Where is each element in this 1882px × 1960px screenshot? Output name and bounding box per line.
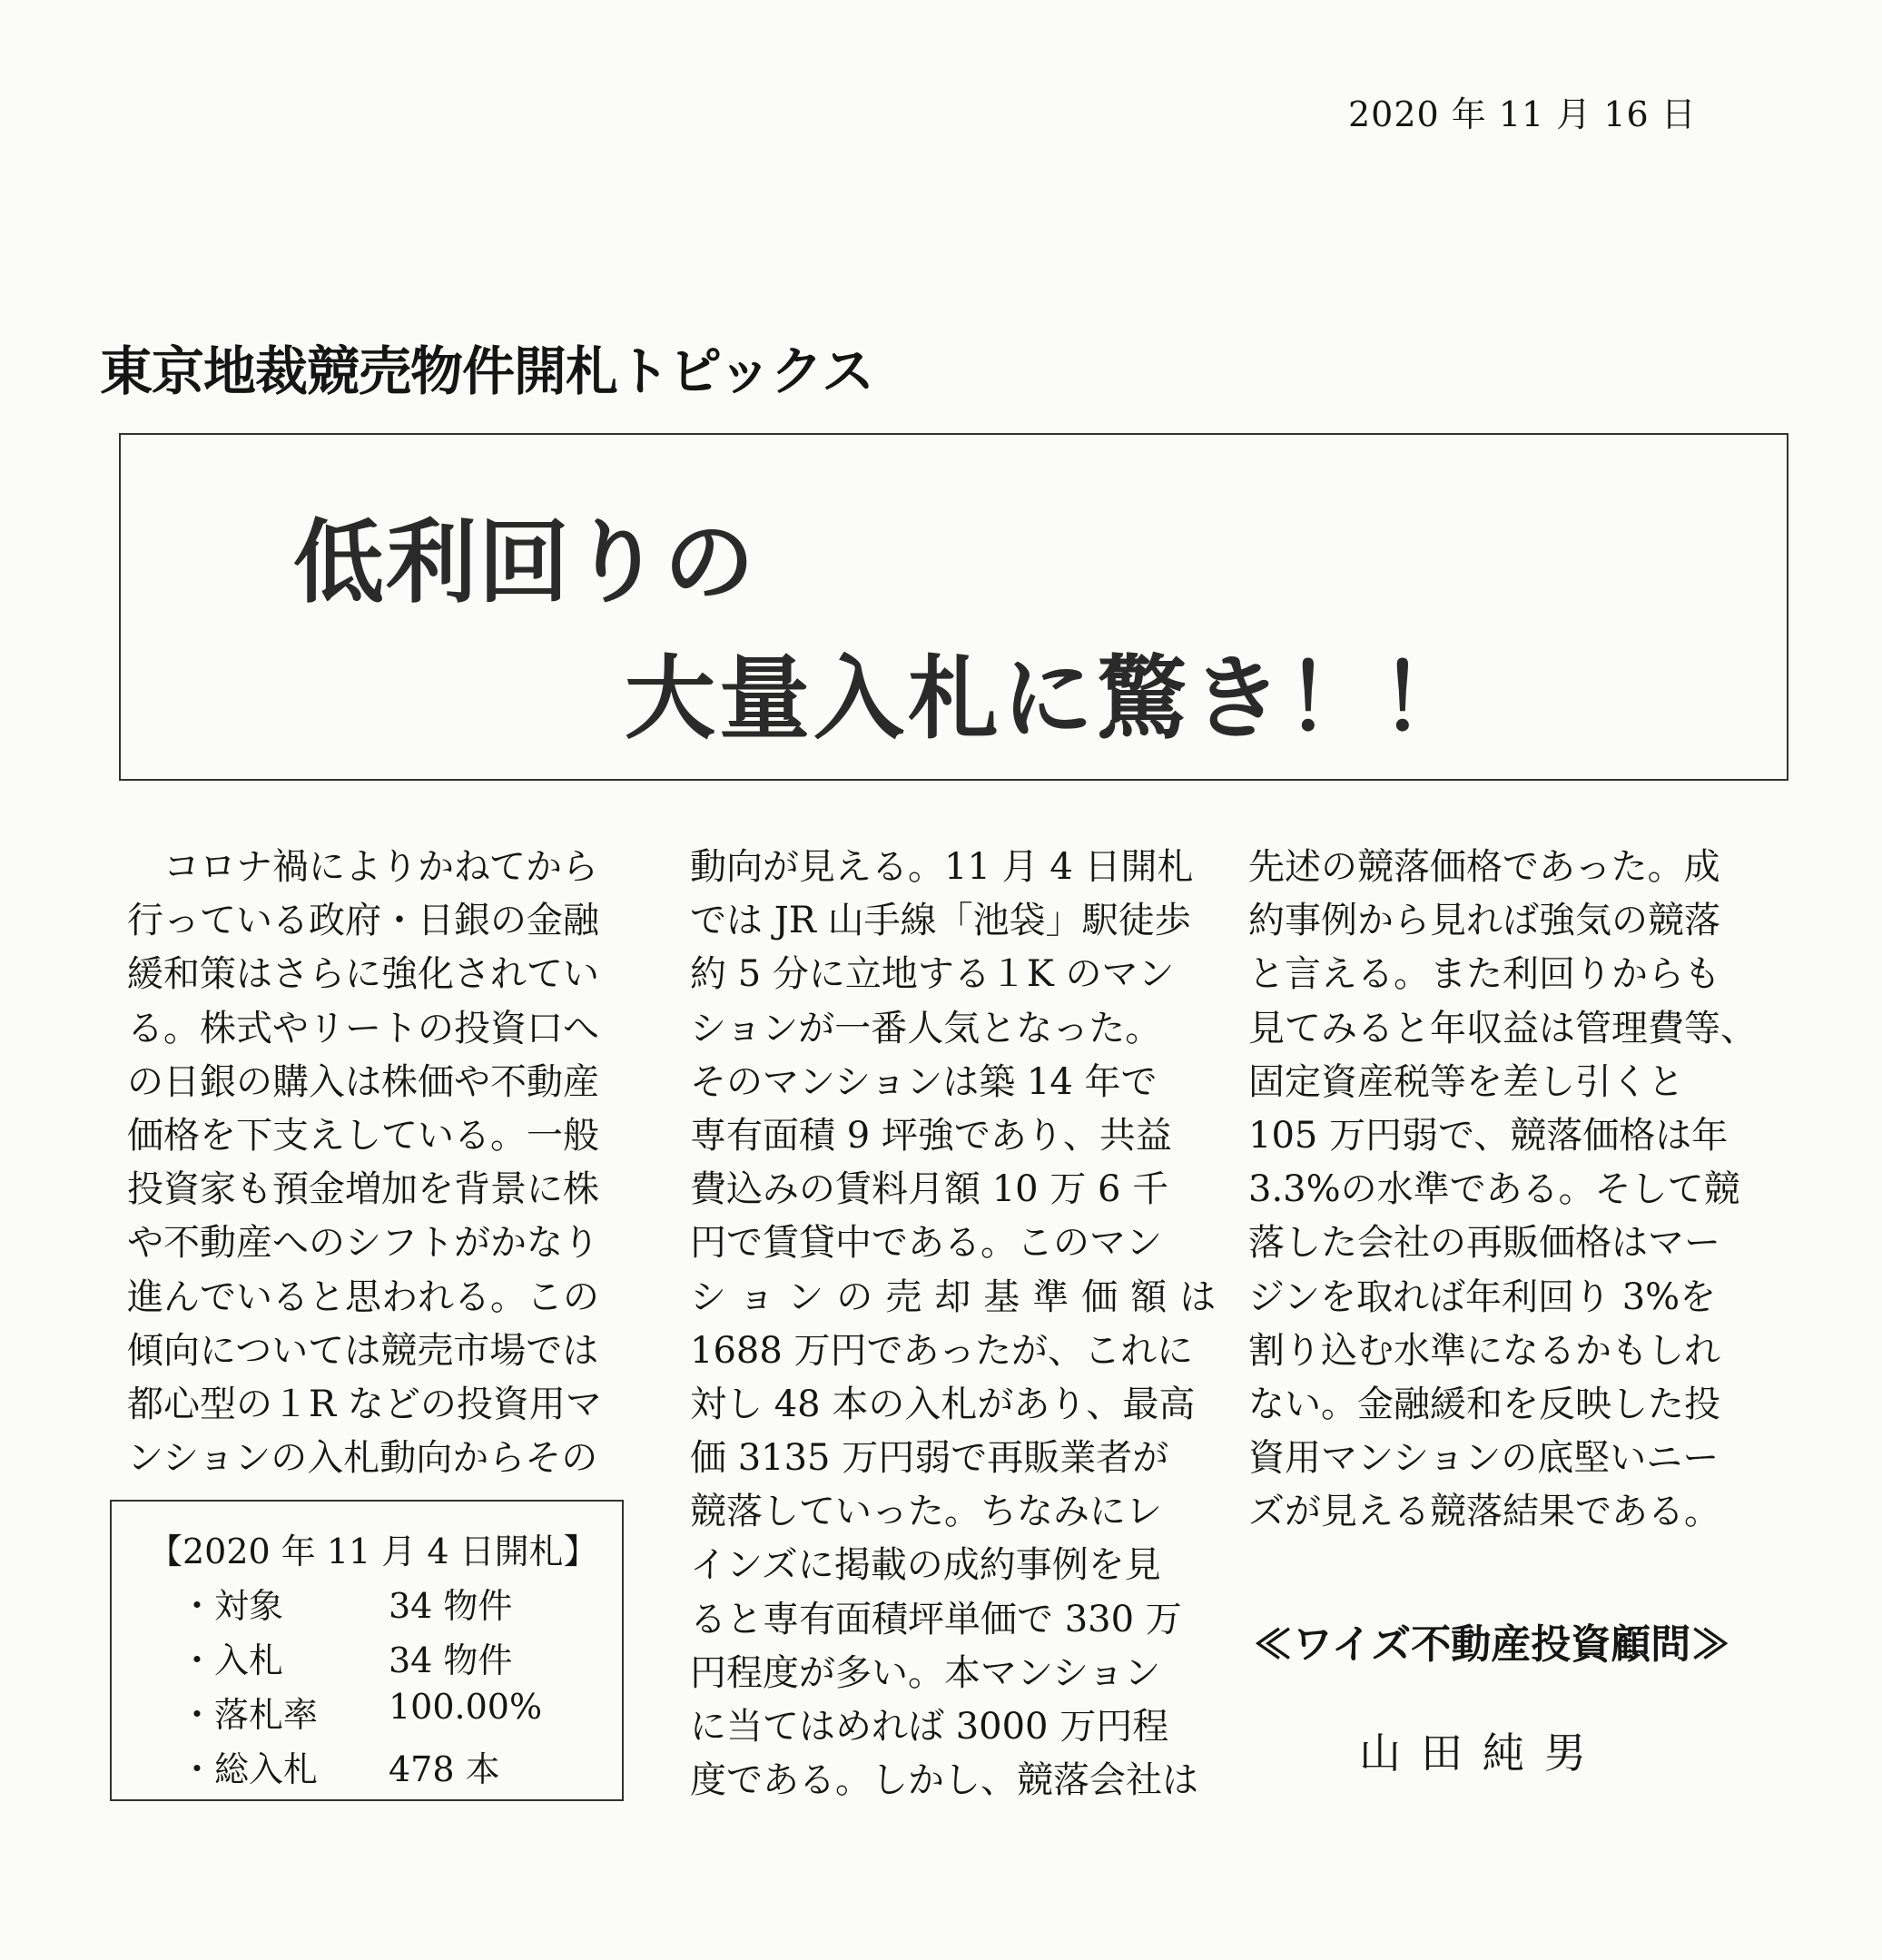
summary-row-bids [180, 1632, 606, 1687]
summary-value: 34 物件 [389, 1640, 513, 1680]
auction-summary-box [110, 1500, 624, 1801]
summary-value: 478 本 [389, 1749, 500, 1789]
text-line: ズが見える競落結果である。 [1248, 1491, 1720, 1533]
text-line: の日銀の購入は株価や不動産 [127, 1060, 599, 1103]
text-line: 都心型の１R などの投資用マ [127, 1383, 602, 1425]
text-line: 円程度が多い。本マンション [690, 1651, 1161, 1694]
text-line: 見てみると年収益は管理費等、 [1248, 1007, 1757, 1049]
article-column-1 [127, 841, 602, 1485]
summary-row-total [180, 1741, 606, 1796]
article-column-3 [1248, 841, 1757, 1539]
text-line: 割り込む水準になるかもしれ [1248, 1329, 1720, 1372]
headline-box [119, 433, 1788, 781]
text-line: 専有面積 9 坪強であり、共益 [690, 1114, 1172, 1157]
text-line: 固定資産税等を差し引くと [1248, 1060, 1684, 1103]
text-line: ジンを取れば年利回り 3%を [1248, 1275, 1717, 1318]
text-line: に当てはめれば 3000 万円程 [690, 1706, 1169, 1748]
text-line: そのマンションは築 14 年で [690, 1060, 1158, 1103]
author-name: 山田純男 [1359, 1729, 1606, 1778]
organization-name: ≪ワイズ不動産投資顧問≫ [1253, 1621, 1731, 1668]
text-line: では JR 山手線「池袋」駅徒歩 [690, 900, 1191, 942]
text-line: 投資家も預金増加を背景に株 [127, 1168, 599, 1211]
text-line: 対し 48 本の入札があり、最高 [690, 1383, 1196, 1425]
summary-title: 【2020 年 11 月 4 日開札】 [148, 1532, 598, 1571]
text-line: や不動産へのシフトがかなり [127, 1222, 599, 1265]
summary-label: ・落札率 [180, 1695, 319, 1735]
text-line: 約事例から見れば強気の競落 [1248, 900, 1720, 942]
text-line: ションが一番人気となった。 [690, 1007, 1162, 1049]
text-line: 資用マンションの底堅いニー [1248, 1437, 1719, 1480]
text-line: と言える。また利回りからも [1248, 953, 1720, 996]
summary-value: 100.00% [389, 1687, 543, 1727]
headline-line-1: 低利回りの [293, 509, 756, 616]
text-line: 動向が見える。11 月 4 日開札 [690, 846, 1194, 888]
text-line: 先述の競落価格であった。成 [1248, 846, 1720, 888]
text-line: コロナ禍によりかねてから [127, 846, 598, 888]
summary-value: 34 物件 [389, 1586, 513, 1626]
text-line: 価 3135 万円弱で再販業者が [690, 1437, 1169, 1480]
article-column-2 [690, 841, 1228, 1807]
text-line: 105 万円弱で、競落価格は年 [1248, 1114, 1729, 1157]
topic-heading: 東京地裁競売物件開札トピックス [100, 340, 874, 402]
headline-line-2: 大量入札に驚き！！ [625, 645, 1474, 752]
text-line: 進んでいると思われる。この [127, 1275, 599, 1318]
text-line: 費込みの賃料月額 10 万 6 千 [690, 1168, 1169, 1211]
text-line: 約 5 分に立地する１K のマン [690, 953, 1175, 996]
text-line: る。株式やリートの投資口へ [127, 1007, 599, 1049]
summary-label: ・総入札 [180, 1749, 319, 1789]
text-line: 緩和策はさらに強化されてい [127, 953, 599, 996]
summary-row-rate [180, 1687, 606, 1741]
text-line: 競落していった。ちなみにレ [690, 1491, 1162, 1533]
text-line: 3.3%の水準である。そして競 [1248, 1168, 1740, 1211]
text-line: インズに掲載の成約事例を見 [690, 1544, 1161, 1587]
text-line: 1688 万円であったが、これに [690, 1329, 1194, 1372]
text-line: 行っている政府・日銀の金融 [127, 900, 599, 942]
document-date: 2020 年 11 月 16 日 [1348, 94, 1697, 134]
summary-label: ・対象 [180, 1586, 284, 1626]
text-line: 価格を下支えしている。一般 [127, 1114, 599, 1157]
text-line: ると専有面積坪単価で 330 万 [690, 1598, 1182, 1640]
text-line: 度である。しかし、競落会社は [690, 1759, 1198, 1802]
summary-row-target [180, 1578, 606, 1632]
text-line: 落した会社の再販価格はマー [1248, 1222, 1720, 1265]
text-line: ない。金融緩和を反映した投 [1248, 1383, 1720, 1425]
text-line: ンションの入札動向からその [127, 1437, 598, 1480]
summary-label: ・入札 [180, 1640, 284, 1680]
text-line: ションの売却基準価額は [690, 1275, 1229, 1318]
text-line: 円で賃貸中である。このマン [690, 1222, 1162, 1265]
text-line: 傾向については競売市場では [127, 1329, 599, 1372]
